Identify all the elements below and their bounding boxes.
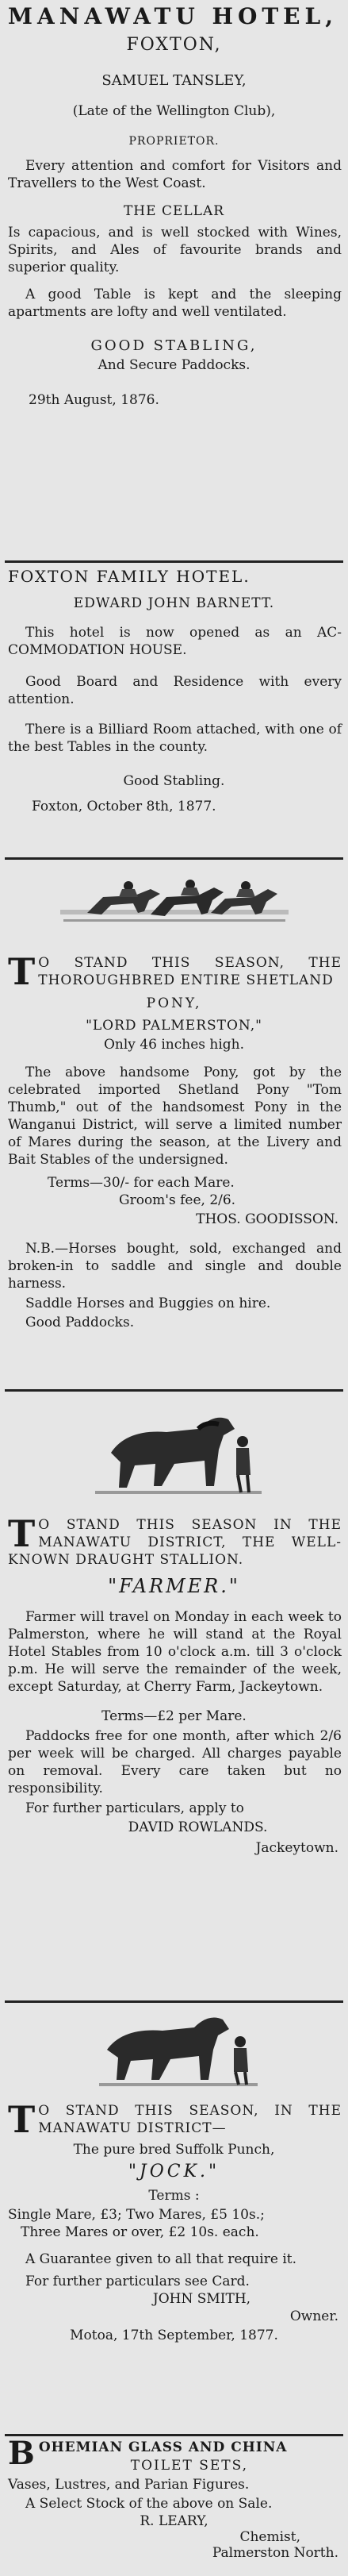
ad-subline: The pure bred Suffolk Punch, (73, 2142, 275, 2158)
owner-name: THOS. GOODISSON. (196, 1211, 338, 1227)
ad-paragraph: Saddle Horses and Buggies on hire. (25, 1296, 271, 1311)
ad-subline: Only 46 inches high. (103, 1037, 245, 1053)
owner-label: Chemist, (239, 2529, 300, 2545)
drop-initial-t: T (8, 1512, 36, 1555)
owner-name: R. LEARY, (140, 2513, 208, 2529)
owner-name: JOHN SMITH, (152, 2291, 251, 2307)
drop-initial-b: B (8, 2435, 36, 2472)
ad-paragraph: For further particulars see Card. (25, 2274, 250, 2289)
manawatu-hotel-ad (0, 3, 348, 408)
drop-initial-t: T (8, 2098, 36, 2141)
ad-lead: T O STAND THIS SEASON, IN THE MANAWATU DISTRICT— (8, 2098, 342, 2141)
column-rule (5, 560, 343, 563)
terms-line: Groom's fee, 2/6. (119, 1192, 236, 1208)
ad-place: Jackeytown. (255, 1840, 338, 1856)
ad-title: MANAWATU HOTEL, (8, 3, 338, 29)
ad-place: Palmerston North. (212, 2545, 338, 2561)
ad-lead: T O STAND THIS SEASON IN THE MANAWATU DISTRICT, THE WELL-KNOWN DRAUGHT STALLION. (8, 1512, 342, 1568)
jock-stallion-ad (0, 2007, 348, 2343)
ad-title: BOHEMIAN GLASS AND CHINA (8, 2435, 288, 2472)
foxton-family-hotel-ad (0, 568, 348, 814)
ad-subline: Good Stabling. (123, 773, 225, 789)
ad-paragraph: Good Board and Residence with every attention. (8, 674, 342, 707)
draught-horse-woodcut (79, 1397, 270, 1508)
proprietor-name: SAMUEL TANSLEY, (101, 72, 247, 89)
cellar-heading: THE CELLAR (123, 203, 225, 219)
ad-date: 29th August, 1876. (29, 392, 159, 408)
ad-paragraph: There is a Billiard Room attached, with one of the best Tables in the county. (8, 722, 342, 755)
horse-name: "LORD PALMERSTON," (86, 1018, 262, 1034)
ad-lead: T O STAND THIS SEASON, THE THOROUGHBRED ENTIRE SHETLAND (8, 950, 342, 993)
horse-name: "JOCK." (128, 2162, 220, 2181)
ad-paragraph: For further particulars, apply to (25, 1800, 244, 1816)
terms-line: Single Mare, £3; Two Mares, £5 10s.; (8, 2207, 265, 2223)
owner-name: EDWARD JOHN BARNETT. (73, 595, 275, 611)
farmer-stallion-ad (0, 1397, 348, 1856)
ad-paragraph: N.B.—Horses bought, sold, exchanged and broken-in to saddle and single and double harness. (8, 1241, 342, 1292)
bohemian-glass-ad (0, 2435, 348, 2561)
suffolk-punch-woodcut (83, 2007, 266, 2094)
ad-place: FOXTON, (126, 35, 222, 55)
column-rule (5, 857, 343, 860)
terms-heading: Terms : (148, 2188, 200, 2204)
proprietor-note: (Late of the Wellington Club), (72, 103, 276, 119)
proprietor-label: PROPRIETOR. (128, 135, 220, 148)
ad-paragraph: A Guarantee given to all that require it. (25, 2251, 297, 2267)
owner-name: DAVID ROWLANDS. (128, 1819, 268, 1835)
owner-label: Owner. (289, 2308, 338, 2324)
ad-paragraph: Is capacious, and is well stocked with Wines, Spirits, and Ales of favourite brands and superior quality. (8, 225, 342, 275)
terms-line: Terms—£2 per Mare. (101, 1708, 247, 1724)
ad-date: Foxton, October 8th, 1877. (32, 799, 216, 814)
column-rule (5, 2434, 343, 2436)
ad-paragraph: A good Table is kept and the sleeping apartments are lofty and well ventilated. (8, 287, 342, 320)
column-rule (5, 2000, 343, 2003)
racing-horses-woodcut (55, 865, 293, 945)
ad-paragraph: The above handsome Pony, got by the celebrated imported Shetland Pony "Tom Thumb," out of the handsomest Pony in the Wanganui District, will serve a limited number of Mares during the season, at the Livery and Bait Stables of the undersigned. (8, 1065, 342, 1168)
stabling-heading: GOOD STABLING, (90, 337, 258, 354)
ad-paragraph: Every attention and comfort for Visitors and Travellers to the West Coast. (8, 158, 342, 191)
ad-paragraph: Paddocks free for one month, after which 2/6 per week will be charged. All charges payable on removal. Every care taken but no responsibility. (8, 1728, 342, 1796)
horse-name: "FARMER." (108, 1575, 240, 1597)
ad-paragraph: Good Paddocks. (25, 1315, 135, 1330)
ad-date: Motoa, 17th September, 1877. (70, 2328, 278, 2343)
ad-subline: TOILET SETS, (130, 2458, 249, 2474)
ad-title: FOXTON FAMILY HOTEL. (8, 567, 250, 586)
drop-initial-t: T (8, 950, 36, 993)
ad-subline: PONY, (146, 995, 202, 1011)
ad-paragraph: This hotel is now opened as an AC-COMMODATION HOUSE. (8, 625, 342, 658)
ad-subline: Vases, Lustres, and Parian Figures. (8, 2477, 250, 2493)
ad-subline: And Secure Paddocks. (98, 357, 250, 373)
terms-line: Terms—30/- for each Mare. (48, 1175, 235, 1191)
column-rule (5, 1389, 343, 1392)
ad-paragraph: A Select Stock of the above on Sale. (25, 2496, 273, 2512)
lord-palmerston-ad (0, 865, 348, 1330)
ad-paragraph: Farmer will travel on Monday in each week to Palmerston, where he will stand at the Royal Hotel Stables from 10 o'clock a.m. till 3 o'clock p.m. He will serve the remainder of the week, except Saturday, at Cherry Farm, Jackeytown. (8, 1609, 342, 1695)
terms-line: Three Mares or over, £2 10s. each. (21, 2224, 259, 2240)
